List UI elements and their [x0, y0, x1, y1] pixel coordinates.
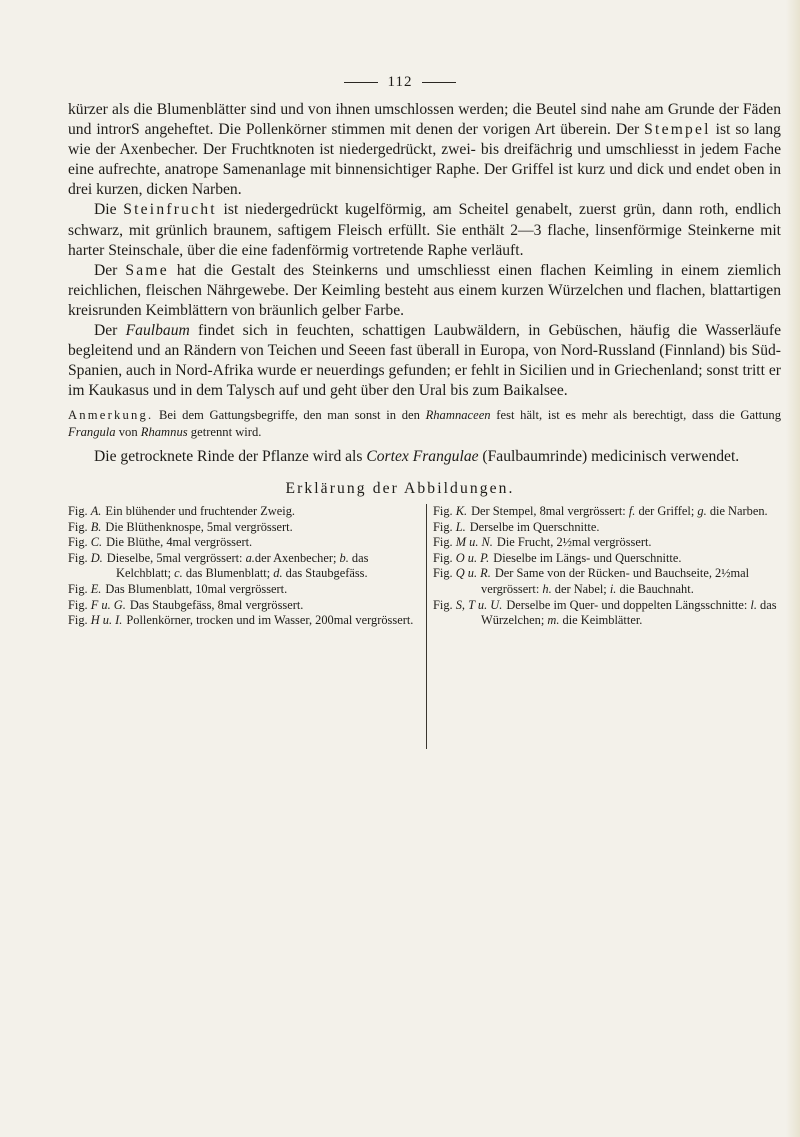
figure-label-letters: F u. G. — [90, 597, 126, 612]
figure-label — [433, 504, 467, 520]
legend-entry — [68, 551, 414, 582]
page-number-rule-left — [344, 82, 378, 83]
text-run: der Griffel; — [635, 504, 698, 518]
text-run: das Staubgefäss. — [282, 566, 368, 581]
figure-label-letters: M u. N. — [455, 535, 493, 550]
text-run: getrennt wird. — [187, 425, 262, 440]
figure-label-letters: S, T u. U. — [455, 597, 503, 612]
legend-entry — [433, 551, 788, 567]
figure-label-prefix: Fig. — [68, 519, 91, 534]
spaced-text: Anmerkung. — [68, 408, 154, 423]
page-number — [0, 74, 800, 91]
figure-label — [68, 504, 101, 520]
text-run: Derselbe im Quer- und doppelten Längsschnitte: — [506, 597, 751, 612]
text-run: (Faulbaumrinde) medicinisch verwendet. — [478, 448, 740, 466]
text-run: Die — [94, 201, 124, 219]
text-run: ist so lang wie der Axenbecher. Der Fruchtknoten ist niedergedrückt, zwei- bis dreifächrig und umschliesst in jedem Fache eine aufrechte, anatrope Samenanlage mit binnensichtiger Raphe. Der Griffel ist kurz und dick und endet oben in drei kurzen, dicken Narben. — [68, 121, 781, 199]
figure-label — [68, 535, 102, 551]
figure-label-letters: H u. I. — [90, 613, 123, 628]
figure-label — [433, 520, 466, 536]
figure-label-prefix: Fig. — [68, 613, 91, 628]
italic-text: g. — [697, 504, 707, 518]
figure-label-letters: L. — [455, 519, 466, 534]
text-run: die Bauchnaht. — [616, 581, 694, 596]
text-run: Die Frucht, 2½mal vergrössert. — [496, 535, 652, 550]
figure-label-prefix: Fig. — [68, 581, 91, 596]
italic-text: i. — [609, 581, 617, 596]
legend-entry — [433, 504, 788, 520]
text-run: Der Same von der Rücken- und Bauchseite, 2½mal vergrössert: — [481, 566, 750, 596]
text-run: Der — [94, 322, 126, 340]
text-run: die Keimblätter. — [559, 613, 643, 628]
legend-title: Erklärung der Abbildungen. — [285, 480, 515, 497]
figure-label-prefix: Fig. — [68, 597, 91, 612]
figure-label-letters: K. — [455, 504, 468, 518]
text-run: das Würzelchen; — [481, 597, 777, 628]
text-run: Das Staubgefäss, 8mal vergrössert. — [129, 597, 304, 612]
figure-label-letters: D. — [90, 550, 103, 565]
text-run: Die Blüthenknospe, 5mal vergrössert. — [105, 519, 293, 534]
figure-label — [68, 582, 101, 598]
body-text — [68, 100, 781, 468]
figure-label-letters: E. — [90, 581, 102, 596]
text-run: Pollenkörner, trocken und im Wasser, 200mal vergrössert. — [126, 613, 414, 628]
figure-label — [433, 535, 493, 551]
paragraph — [68, 100, 781, 200]
figure-label-prefix: Fig. — [433, 519, 456, 534]
text-run: das Blumenblatt; — [182, 566, 274, 581]
italic-text: l. — [750, 597, 757, 612]
text-run: Ein blühender und fruchtender Zweig. — [105, 504, 295, 518]
page-number-rule-right — [422, 82, 456, 83]
italic-text: d. — [273, 566, 283, 581]
spaced-text: Steinfrucht — [123, 201, 217, 219]
italic-text: Rhamnaceen — [425, 408, 491, 423]
italic-text: m. — [547, 613, 560, 628]
figure-label-letters: Q u. R. — [455, 566, 491, 581]
figure-label-letters: A. — [90, 504, 102, 518]
figure-label-prefix: Fig. — [68, 504, 91, 518]
text-run: Die Blüthe, 4mal vergrössert. — [106, 535, 253, 550]
italic-text: h. — [542, 581, 552, 596]
paragraph — [68, 200, 781, 260]
text-run: fest hält, ist es mehr als berechtigt, dass die Gattung — [490, 408, 781, 423]
text-run: die Narben. — [706, 504, 768, 518]
italic-text: b. — [339, 550, 349, 565]
figure-label-prefix: Fig. — [433, 597, 456, 612]
italic-text: Rhamnus — [140, 425, 188, 440]
italic-text: c. — [174, 566, 183, 581]
figure-label-prefix: Fig. — [433, 566, 456, 581]
legend-entry — [68, 520, 414, 536]
paragraph — [68, 261, 781, 321]
text-run: Das Blumenblatt, 10mal vergrössert. — [105, 581, 288, 596]
text-run: das Kelchblatt; — [116, 550, 369, 581]
legend-entry — [433, 566, 788, 597]
text-run: findet sich in feuchten, schattigen Laubwäldern, in Gebüschen, häufig die Wasserläufe begleitend und an Rändern von Teichen und Seeen fast überall in Europa, von Nord-Russland (Finnland) bis Süd-Spanien, auch in Nord-Afrika wurde er neuerdings gefunden; er fehlt in Sicilien und in Griechenland; sonst tritt er im Kaukasus und in dem Talysch auf und geht über den Ural bis zum Baikalsee. — [68, 322, 782, 400]
figure-label — [68, 551, 103, 567]
text-run: Der — [94, 261, 126, 279]
text-run: Derselbe im Querschnitte. — [469, 519, 600, 534]
spaced-text: Stempel — [644, 121, 711, 139]
legend-left-column — [68, 504, 414, 629]
spaced-text: Same — [125, 261, 169, 279]
figure-label — [68, 613, 122, 629]
legend-entry — [68, 598, 414, 614]
figure-label-prefix: Fig. — [433, 535, 456, 550]
figure-label — [68, 598, 126, 614]
legend-entry — [433, 520, 788, 536]
legend-entry — [433, 598, 788, 629]
figure-label-letters: B. — [90, 519, 102, 534]
text-run: von — [115, 425, 141, 440]
italic-text: a. — [245, 550, 255, 565]
text-run: Der Stempel, 8mal vergrössert: — [471, 504, 629, 518]
legend-entry — [433, 535, 788, 551]
text-run: kürzer als die Blumenblätter sind und von ihnen umschlossen werden; die Beutel sind nahe am Grunde der Fäden und introrS angeheftet. Die Pollenkörner stimmen mit denen der vorigen Art überein. Der — [68, 101, 781, 139]
paragraph — [68, 321, 781, 401]
text-run: Dieselbe im Längs- und Querschnitte. — [493, 550, 682, 565]
text-run: hat die Gestalt des Steinkerns und umschliesst einen flachen Keimling in einem ziemlich reichlichen, fleischen Nährgewebe. Der Keimling besteht aus einem kurzen Würzelchen und flachen, blattartigen kreisrunden Keimblättern von bräunlich gelber Farbe. — [68, 261, 781, 319]
paragraph — [68, 447, 781, 467]
figure-label — [433, 551, 489, 567]
page-edge-shadow — [786, 0, 800, 1137]
figure-label — [433, 598, 502, 614]
figure-label — [433, 566, 491, 582]
text-run: der Nabel; — [551, 581, 610, 596]
figure-label-prefix: Fig. — [433, 550, 456, 565]
italic-text: Frangula — [68, 425, 116, 440]
note-paragraph — [68, 407, 781, 441]
text-run: Bei dem Gattungsbegriffe, den man sonst in den — [153, 408, 426, 423]
figure-label-letters: C. — [90, 535, 103, 550]
legend-right-column — [426, 504, 788, 749]
figure-label-prefix: Fig. — [433, 504, 456, 518]
italic-text: Cortex Frangulae — [366, 448, 479, 466]
figure-label — [68, 520, 101, 536]
text-run: ist niedergedrückt kugelförmig, am Scheitel genabelt, zuerst grün, dann roth, endlich schwarz, mit grünlich braunem, saftigem Fleisch erfüllt. Sie enthält 2—3 flache, linsenförmige Steinkerne mit harter Steinschale, über die eine fadenförmig vortretende Raphe verläuft. — [68, 201, 781, 259]
figure-label-letters: O u. P. — [455, 550, 490, 565]
italic-text: f. — [628, 504, 636, 518]
italic-text: Faulbaum — [125, 322, 190, 340]
legend-entry — [68, 582, 414, 598]
text-run: Dieselbe, 5mal vergrössert: — [106, 550, 246, 565]
legend-entry — [68, 535, 414, 551]
text-run: der Axenbecher; — [254, 550, 340, 565]
figure-label-prefix: Fig. — [68, 535, 91, 550]
text-run: Die getrocknete Rinde der Pflanze wird als — [94, 448, 367, 466]
page-number-text: 112 — [387, 74, 413, 90]
figure-label-prefix: Fig. — [68, 550, 91, 565]
legend-entry — [68, 504, 414, 520]
legend-entry — [68, 613, 414, 629]
